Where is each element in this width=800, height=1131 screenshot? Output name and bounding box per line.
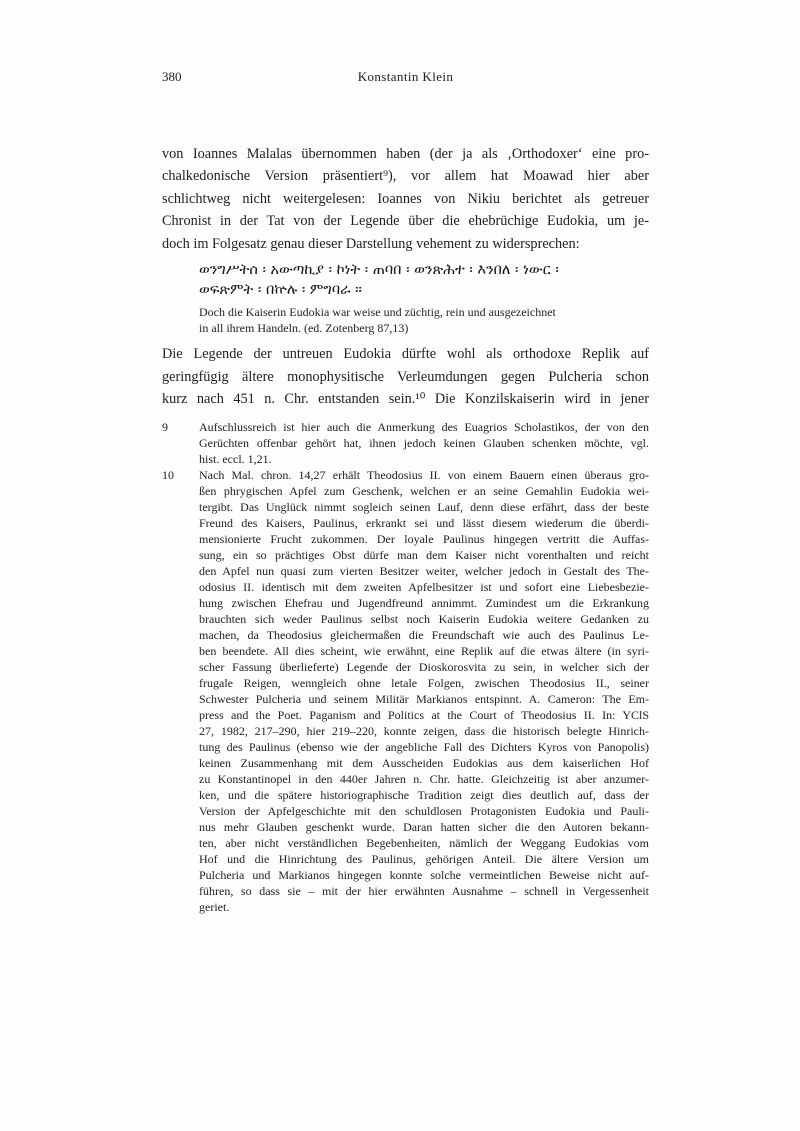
text-line: Nach Mal. chron. 14,27 erhält Theodosius II. von einem Bauern einen überaus gro- [199, 468, 649, 483]
footnote-10 [162, 467, 649, 915]
paragraph-2 [162, 343, 649, 410]
text-line: geriet. [199, 900, 230, 915]
text-line: ßen phrygischen Apfel zum Geschenk, welchen er an seine Gemahlin Eudokia wei- [199, 484, 649, 499]
text-line: hist. eccl. 1,21. [199, 452, 272, 467]
text-line: in all ihrem Handeln. (ed. Zotenberg 87,13) [199, 320, 409, 335]
text-line: Die Legende der untreuen Eudokia dürfte wohl als orthodoxe Replik auf [162, 346, 649, 363]
text-line: kurz nach 451 n. Chr. entstanden sein.¹⁰ Die Konzilskaiserin wird in jener [162, 391, 649, 408]
text-line: nus mehr Glauben geschenkt wurde. Daran hatten sicher die den Autoren bekann- [199, 820, 649, 835]
text-line: machen, da Theodosius gleichermaßen die Freundschaft wie auch des Paulinus Le- [199, 628, 649, 643]
text-line: Aufschlussreich ist hier auch die Anmerkung des Euagrios Scholastikos, der von den [199, 420, 649, 435]
footnote-number: 9 [162, 420, 168, 435]
text-line: Freund des Kaisers, Paulinus, erkrankt sei und lässt diesem wiederum die überdi- [199, 516, 649, 531]
text-line: den Apfel nun quasi zum vierten Besitzer weiter, welcher jedoch in Gestalt des The- [199, 564, 649, 579]
text-line: keinen Zusammenhang mit dem Ausscheiden Eudokias aus dem kaiserlichen Hof [199, 756, 649, 771]
text-line: tergibt. Das Unglück nimmt sogleich seinen Lauf, denn diese erfährt, dass der beste [199, 500, 649, 515]
footnotes-section [162, 419, 649, 915]
page-number: 380 [162, 69, 182, 84]
text-line: geringfügig ältere monophysitische Verleumdungen gegen Pulcheria schon [162, 368, 649, 385]
text-line: schlichtweg nicht weitergelesen: Ioannes von Nikiu berichtet als getreuer [162, 190, 649, 207]
text-line: Chronist in der Tat von der Legende über die ehebrüchige Eudokia, um je- [162, 213, 649, 230]
text-line: ben beendete. All dies scheint, wie erwähnt, eine Replik auf die etwas ältere (in syri- [199, 644, 649, 659]
text-line: press and the Poet. Paganism and Politics at the Court of Theodosius II. In: YClS [199, 708, 649, 723]
footnote-9 [162, 419, 649, 467]
page-header [162, 69, 649, 87]
text-line: Hof und die Hinrichtung des Paulinus, gehörigen Anteil. Die ältere Version um [199, 852, 649, 867]
text-line: Schwester Pulcheria und seinem Militär Markianos entspinnt. A. Cameron: The Em- [199, 692, 649, 707]
text-line: ወንግሥትሰ ፡ አውጣኪያ ፡ ኮነት ፡ ጠባበ ፡ ወንጽሕተ ፡ እንበለ ፡ ነውር ፡ [199, 262, 559, 279]
paragraph-1 [162, 143, 649, 255]
text-line: scher Fassung überlieferte) Legende der Dioskorosvita zu sein, in welcher sich der [199, 660, 649, 675]
text-line: 27, 1982, 217–290, hier 219–220, konnte zeigen, dass die historisch belegte Hinrich- [199, 724, 649, 739]
quote-translation [199, 305, 649, 336]
main-text-column [162, 143, 649, 915]
text-line: Doch die Kaiserin Eudokia war weise und züchtig, rein und ausgezeichnet [199, 305, 556, 320]
text-line: doch im Folgesatz genau dieser Darstellung vehement zu widersprechen: [162, 235, 580, 252]
text-line: Gerüchten offenbar gehört hat, ihnen jedoch keinen Glauben schenken möchte, vgl. [199, 436, 649, 451]
text-line: von Ioannes Malalas übernommen haben (der ja als ‚Orthodoxer‘ eine pro- [162, 146, 649, 162]
text-line: frugale Reigen, wenngleich ohne letale Folgen, zwischen Theodosius II., seiner [199, 676, 649, 691]
text-line: brauchten sich weder Paulinus selbst noch Kaiserin Eudokia weitere Gedanken zu [199, 612, 649, 627]
text-line: hung zwischen Ehefrau und Jugendfreund annimmt. Zumindest um die Erkrankung [199, 596, 649, 611]
text-line: Version der Apfelgeschichte mit den schuldlosen Protagonisten Eudokia und Pauli- [199, 804, 649, 819]
text-line: mensionierte Frucht zukommen. Der loyale Paulinus hingegen vertritt die Auffas- [199, 532, 649, 547]
ethiopic-block-quote [199, 260, 649, 300]
text-line: ወፍጽምት ፡ በኵሉ ፡ ምግባራ ። [199, 282, 362, 299]
footnote-text [199, 419, 649, 467]
text-line: tung des Paulinus (ebenso wie der angebliche Fall des Dichters Kyros von Panopolis) [199, 740, 649, 755]
text-line: Pulcheria und Markianos hingegen konnte solche vermeintlichen Beweise nicht auf- [199, 868, 649, 883]
text-line: chalkedonische Version präsentiert⁹), vor allem hat Moawad hier aber [162, 168, 649, 185]
text-line: ken, und die spätere historiographische Tradition zeigt dies deutlich auf, dass der [199, 788, 649, 803]
running-header-title: Konstantin Klein [357, 69, 454, 84]
text-line: ten, aber nicht verständlichen Begebenheiten, nämlich der Weggang Eudokias vom [199, 836, 649, 851]
footnote-number: 10 [162, 468, 174, 483]
text-line: odosius II. identisch mit dem zweiten Apfelbesitzer ist und sofort eine Liebesbezie- [199, 580, 649, 595]
footnote-text [199, 467, 649, 915]
text-line: sung, ein so prächtiges Obst dürfe man dem Kaiser nicht vorenthalten und reicht [199, 548, 649, 563]
text-line: führen, so dass sie – mit der hier erwähnten Ausnahme – schnell in Vergessenheit [199, 884, 649, 899]
text-line: zu Konstantinopel in den 440er Jahren n. Chr. hatte. Gleichzeitig ist aber anzumer- [199, 772, 649, 787]
